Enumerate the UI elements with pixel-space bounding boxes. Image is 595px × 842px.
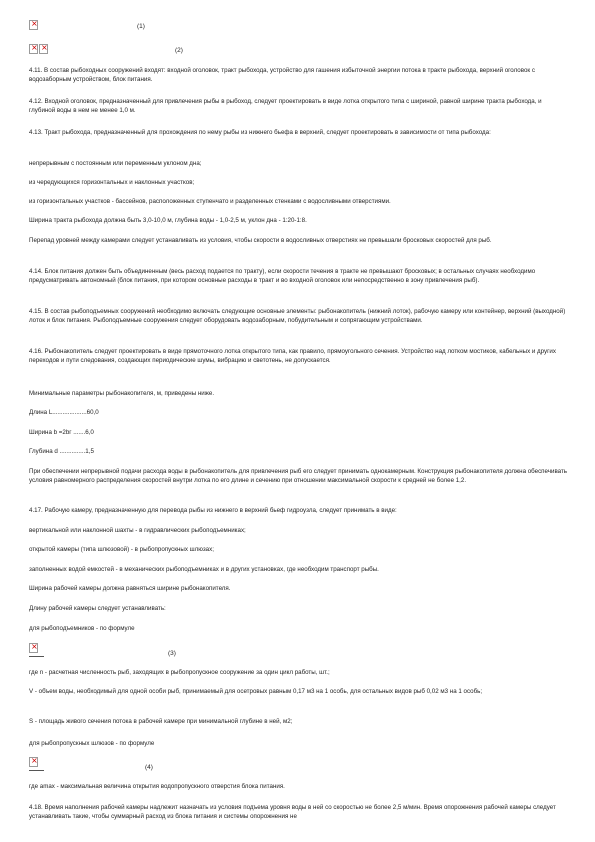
param-depth: Глубина d ...............1,5 bbox=[29, 448, 94, 455]
formula-3-broken-image-icon bbox=[29, 643, 38, 653]
list-item-alternating: из чередующихся горизонтальных и наклонных участков; bbox=[29, 179, 195, 186]
equation-number-1: (1) bbox=[137, 23, 145, 30]
formula-2-broken-image-icon bbox=[29, 44, 38, 54]
equation-number-2: (2) bbox=[175, 47, 183, 54]
formula-2b-broken-image-icon bbox=[39, 44, 48, 54]
equation-number-3: (3) bbox=[168, 650, 176, 657]
paragraph-4-16: 4.16. Рыбонакопитель следует проектировать в виде прямоточного лотка открытого типа, как правило, прямоугольного сечения. Устройство над лотком мостиков, кабельных и других переходов и пути следования, создающих периодические шумы, вибрацию и светотень, не допускается. bbox=[29, 348, 556, 365]
formula-4-underline bbox=[29, 770, 44, 771]
paragraph-where-v: V - объем воды, необходимый для одной особи рыб, принимаемый для осетровых равным 0,17 м3 на 1 особь, для остальных видов рыб 0,02 м3 на 1 особь; bbox=[29, 688, 483, 695]
paragraph-level-drop: Перепад уровней между камерами следует устанавливать из условия, чтобы скорости в водосливных отверстиях не превышали бросковых скоростей для рыб. bbox=[29, 237, 492, 244]
paragraph-tract-width: Ширина тракта рыбохода должна быть 3,0-10,0 м, глубина воды - 1,0-2,5 м, уклон дна - 1:20-1:8. bbox=[29, 217, 307, 224]
paragraph-chamber-length: Длину рабочей камеры следует устанавливать: bbox=[29, 605, 166, 612]
formula-1-broken-image-icon bbox=[29, 20, 38, 30]
paragraph-for-locks: для рыбопропускных шлюзов - по формуле bbox=[29, 740, 155, 747]
paragraph-chamber-width: Ширина рабочей камеры должна равняться ширине рыбонакопителя. bbox=[29, 585, 231, 592]
list-item-basins: из горизонтальных участков - бассейнов, расположенных ступенчато и разделенных стенками с водосливными отверстиями. bbox=[29, 198, 391, 205]
param-length: Длина L....................60,0 bbox=[29, 409, 99, 416]
paragraph-min-params: Минимальные параметры рыбонакопителя, м, приведены ниже. bbox=[29, 390, 215, 397]
paragraph-4-12: 4.12. Входной оголовок, предназначенный для привлечения рыбы в рыбоход, следует проектировать в виде лотка открытого типа с шириной, равной ширине тракта рыбохода, и глубиной воды в нем не менее 1,0 м. bbox=[29, 98, 542, 115]
paragraph-4-13: 4.13. Тракт рыбохода, предназначенный для прохождения по нему рыбы из нижнего бьефа в верхний, следует проектировать в зависимости от типа рыбохода: bbox=[29, 129, 491, 136]
list-item-shaft: вертикальной или наклонной шахты - в гидравлических рыбоподъемниках; bbox=[29, 527, 246, 534]
paragraph-for-lifts: для рыбоподъемников - по формуле bbox=[29, 625, 135, 632]
paragraph-4-18: 4.18. Время наполнения рабочей камеры надлежит назначать из условия подъема уровня воды в ней со скоростью не более 2,5 м/мин. Время опорожнения рабочей камеры следует устанавливать такие, чтобы суммарный расход из блока питания и системы опорожнения не bbox=[29, 804, 556, 821]
paragraph-4-14: 4.14. Блок питания должен быть объединенным (весь расход подается по тракту), если скорости течения в тракте не превышают бросковых; в остальных случаях необходимо предусматривать автономный (блок питания, при котором основные расходы в тракт и во входной оголовок или непосредственно в зону привлечения рыб). bbox=[29, 268, 536, 285]
formula-4-broken-image-icon bbox=[29, 757, 38, 767]
equation-number-4: (4) bbox=[145, 764, 153, 771]
paragraph-4-17: 4.17. Рабочую камеру, предназначенную для перевода рыбы из нижнего в верхний бьеф гидроузла, следует принимать в виде: bbox=[29, 507, 397, 514]
list-item-tanks: заполненных водой емкостей - в механических рыбоподъемниках и в других установках, где необходим транспорт рыбы. bbox=[29, 566, 379, 573]
formula-3-underline bbox=[29, 656, 44, 657]
param-width: Ширина b =2bг .......6,0 bbox=[29, 429, 94, 436]
list-item-open-chamber: открытой камеры (типа шлюзовой) - в рыбопропускных шлюзах; bbox=[29, 546, 214, 553]
paragraph-4-11: 4.11. В состав рыбоходных сооружений входят: входной оголовок, тракт рыбохода, устройство для гашения избыточной энергии потока в тракте рыбохода, верхний оголовок с водозаборным устройством, блок питания. bbox=[29, 67, 535, 84]
paragraph-where-s: S - площадь живого сечения потока в рабочей камере при минимальной глубине в ней, м2; bbox=[29, 718, 293, 725]
paragraph-where-n: где n - расчетная численность рыб, заходящих в рыбопропускное сооружение за один цикл работы, шт.; bbox=[29, 669, 330, 676]
paragraph-4-15: 4.15. В состав рыбоподъемных сооружений необходимо включать следующие основные элементы: рыбонакопитель (нижний лоток), рабочую камеру или контейнер, верхний (выходной) лоток и блок питания. Рыбоподъемные сооружения следует оборудовать водозаборным, побудительным и сопрягающим устройствами. bbox=[29, 308, 566, 325]
paragraph-where-amax: где amax - максимальная величина открытия водопропускного отверстия блока питания. bbox=[29, 783, 285, 790]
paragraph-single-chamber: При обеспечении непрерывной подачи расхода воды в рыбонакопитель для привлечения рыб его следует принимать однокамерным. Конструкция рыбонакопителя должна обеспечивать условия равномерного распределения скоростей внутри лотка по его длине и сечению при отношении максимальной скорости к средней не более 1,2. bbox=[29, 468, 568, 485]
list-item-continuous: непрерывным с постоянным или переменным уклоном дна; bbox=[29, 160, 202, 167]
